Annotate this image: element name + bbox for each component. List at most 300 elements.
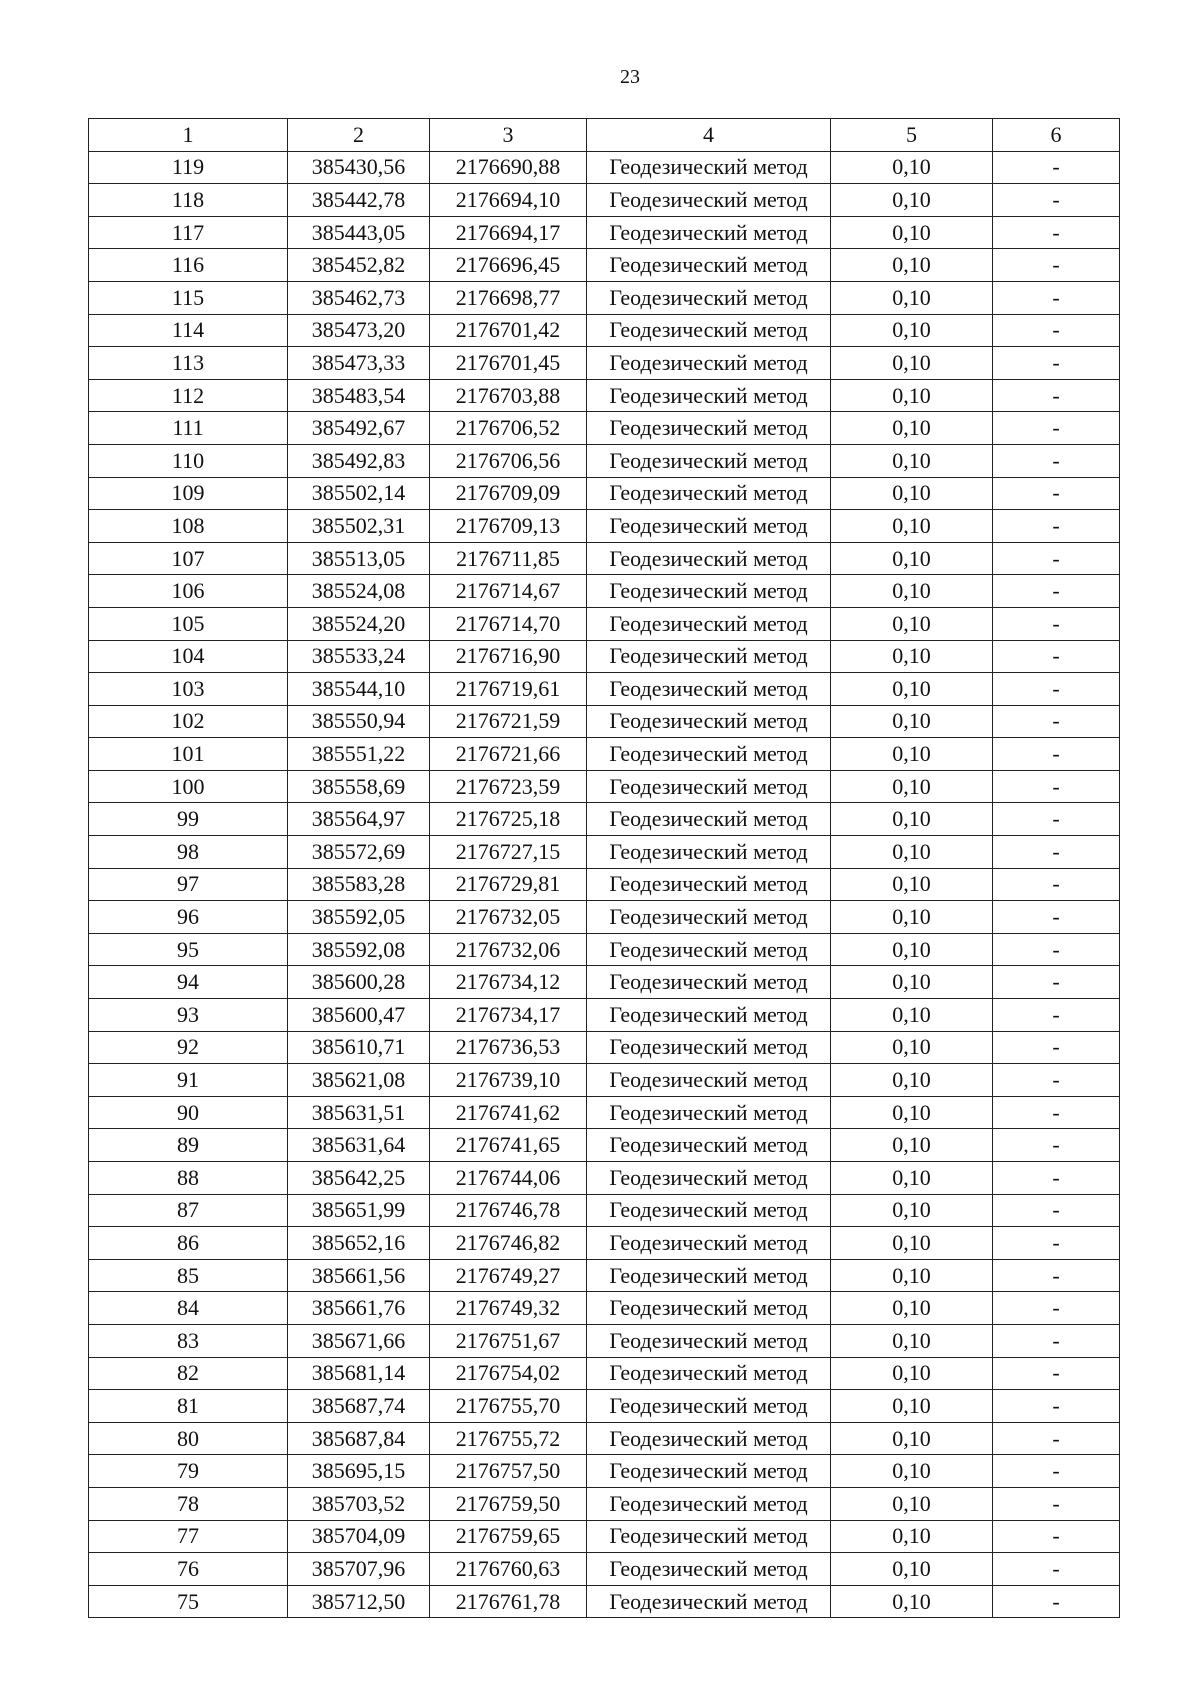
- point-number-cell: 93: [89, 999, 288, 1032]
- note-cell: -: [993, 1162, 1120, 1195]
- accuracy-cell: 0,10: [831, 705, 993, 738]
- accuracy-cell: 0,10: [831, 1259, 993, 1292]
- method-cell: Геодезический метод: [587, 1357, 831, 1390]
- note-cell: -: [993, 1031, 1120, 1064]
- x-coordinate-cell: 385695,15: [288, 1455, 430, 1488]
- y-coordinate-cell: 2176711,85: [430, 542, 587, 575]
- x-coordinate-cell: 385452,82: [288, 249, 430, 282]
- y-coordinate-cell: 2176741,62: [430, 1096, 587, 1129]
- method-cell: Геодезический метод: [587, 542, 831, 575]
- y-coordinate-cell: 2176749,27: [430, 1259, 587, 1292]
- x-coordinate-cell: 385652,16: [288, 1227, 430, 1260]
- y-coordinate-cell: 2176754,02: [430, 1357, 587, 1390]
- method-cell: Геодезический метод: [587, 1390, 831, 1423]
- method-cell: Геодезический метод: [587, 379, 831, 412]
- table-row: [89, 1031, 1120, 1064]
- y-coordinate-cell: 2176741,65: [430, 1129, 587, 1162]
- point-number-cell: 75: [89, 1585, 288, 1618]
- accuracy-cell: 0,10: [831, 999, 993, 1032]
- table-row: [89, 184, 1120, 217]
- x-coordinate-cell: 385502,31: [288, 510, 430, 543]
- y-coordinate-cell: 2176736,53: [430, 1031, 587, 1064]
- table-row: [89, 705, 1120, 738]
- x-coordinate-cell: 385621,08: [288, 1064, 430, 1097]
- point-number-cell: 98: [89, 836, 288, 869]
- point-number-cell: 76: [89, 1553, 288, 1586]
- table-row: [89, 738, 1120, 771]
- x-coordinate-cell: 385681,14: [288, 1357, 430, 1390]
- note-cell: -: [993, 673, 1120, 706]
- accuracy-cell: 0,10: [831, 1227, 993, 1260]
- method-cell: Геодезический метод: [587, 1031, 831, 1064]
- accuracy-cell: 0,10: [831, 1064, 993, 1097]
- table-row: [89, 1390, 1120, 1423]
- method-cell: Геодезический метод: [587, 477, 831, 510]
- y-coordinate-cell: 2176759,65: [430, 1520, 587, 1553]
- note-cell: -: [993, 1096, 1120, 1129]
- point-number-cell: 92: [89, 1031, 288, 1064]
- y-coordinate-cell: 2176698,77: [430, 281, 587, 314]
- accuracy-cell: 0,10: [831, 575, 993, 608]
- note-cell: -: [993, 216, 1120, 249]
- method-cell: Геодезический метод: [587, 412, 831, 445]
- x-coordinate-cell: 385443,05: [288, 216, 430, 249]
- point-number-cell: 82: [89, 1357, 288, 1390]
- table-row: [89, 216, 1120, 249]
- point-number-cell: 102: [89, 705, 288, 738]
- method-cell: Геодезический метод: [587, 966, 831, 999]
- point-number-cell: 113: [89, 347, 288, 380]
- method-cell: Геодезический метод: [587, 1194, 831, 1227]
- note-cell: -: [993, 966, 1120, 999]
- accuracy-cell: 0,10: [831, 281, 993, 314]
- accuracy-cell: 0,10: [831, 151, 993, 184]
- table-row: [89, 673, 1120, 706]
- x-coordinate-cell: 385661,56: [288, 1259, 430, 1292]
- x-coordinate-cell: 385483,54: [288, 379, 430, 412]
- method-cell: Геодезический метод: [587, 836, 831, 869]
- y-coordinate-cell: 2176732,05: [430, 901, 587, 934]
- method-cell: Геодезический метод: [587, 1585, 831, 1618]
- table-row: [89, 770, 1120, 803]
- note-cell: -: [993, 1520, 1120, 1553]
- note-cell: -: [993, 1585, 1120, 1618]
- method-cell: Геодезический метод: [587, 281, 831, 314]
- column-header-1: 1: [89, 119, 288, 152]
- accuracy-cell: 0,10: [831, 803, 993, 836]
- point-number-cell: 77: [89, 1520, 288, 1553]
- method-cell: Геодезический метод: [587, 575, 831, 608]
- method-cell: Геодезический метод: [587, 933, 831, 966]
- point-number-cell: 90: [89, 1096, 288, 1129]
- table-row: [89, 901, 1120, 934]
- table-row: [89, 868, 1120, 901]
- y-coordinate-cell: 2176703,88: [430, 379, 587, 412]
- table-row: [89, 444, 1120, 477]
- x-coordinate-cell: 385442,78: [288, 184, 430, 217]
- point-number-cell: 81: [89, 1390, 288, 1423]
- accuracy-cell: 0,10: [831, 673, 993, 706]
- y-coordinate-cell: 2176757,50: [430, 1455, 587, 1488]
- x-coordinate-cell: 385592,05: [288, 901, 430, 934]
- y-coordinate-cell: 2176727,15: [430, 836, 587, 869]
- accuracy-cell: 0,10: [831, 901, 993, 934]
- method-cell: Геодезический метод: [587, 216, 831, 249]
- table-row: [89, 314, 1120, 347]
- point-number-cell: 88: [89, 1162, 288, 1195]
- point-number-cell: 94: [89, 966, 288, 999]
- note-cell: -: [993, 575, 1120, 608]
- point-number-cell: 100: [89, 770, 288, 803]
- accuracy-cell: 0,10: [831, 640, 993, 673]
- point-number-cell: 118: [89, 184, 288, 217]
- x-coordinate-cell: 385524,20: [288, 607, 430, 640]
- point-number-cell: 105: [89, 607, 288, 640]
- point-number-cell: 117: [89, 216, 288, 249]
- x-coordinate-cell: 385558,69: [288, 770, 430, 803]
- accuracy-cell: 0,10: [831, 347, 993, 380]
- method-cell: Геодезический метод: [587, 1520, 831, 1553]
- point-number-cell: 95: [89, 933, 288, 966]
- table-row: [89, 281, 1120, 314]
- y-coordinate-cell: 2176709,13: [430, 510, 587, 543]
- point-number-cell: 86: [89, 1227, 288, 1260]
- x-coordinate-cell: 385564,97: [288, 803, 430, 836]
- column-header-6: 6: [993, 119, 1120, 152]
- table-body: [89, 151, 1120, 1618]
- table-row: [89, 1292, 1120, 1325]
- x-coordinate-cell: 385544,10: [288, 673, 430, 706]
- table-row: [89, 347, 1120, 380]
- x-coordinate-cell: 385492,67: [288, 412, 430, 445]
- coordinates-table: [88, 118, 1120, 1618]
- method-cell: Геодезический метод: [587, 249, 831, 282]
- note-cell: -: [993, 477, 1120, 510]
- x-coordinate-cell: 385631,64: [288, 1129, 430, 1162]
- x-coordinate-cell: 385712,50: [288, 1585, 430, 1618]
- note-cell: -: [993, 1129, 1120, 1162]
- y-coordinate-cell: 2176716,90: [430, 640, 587, 673]
- method-cell: Геодезический метод: [587, 1064, 831, 1097]
- x-coordinate-cell: 385687,84: [288, 1422, 430, 1455]
- note-cell: -: [993, 1553, 1120, 1586]
- accuracy-cell: 0,10: [831, 1162, 993, 1195]
- y-coordinate-cell: 2176714,70: [430, 607, 587, 640]
- point-number-cell: 80: [89, 1422, 288, 1455]
- method-cell: Геодезический метод: [587, 803, 831, 836]
- note-cell: -: [993, 379, 1120, 412]
- note-cell: -: [993, 1227, 1120, 1260]
- x-coordinate-cell: 385572,69: [288, 836, 430, 869]
- x-coordinate-cell: 385651,99: [288, 1194, 430, 1227]
- accuracy-cell: 0,10: [831, 1487, 993, 1520]
- accuracy-cell: 0,10: [831, 836, 993, 869]
- x-coordinate-cell: 385533,24: [288, 640, 430, 673]
- table-header: [89, 119, 1120, 152]
- y-coordinate-cell: 2176732,06: [430, 933, 587, 966]
- page-number: 23: [620, 66, 640, 88]
- x-coordinate-cell: 385473,33: [288, 347, 430, 380]
- table-row: [89, 803, 1120, 836]
- note-cell: -: [993, 868, 1120, 901]
- note-cell: -: [993, 281, 1120, 314]
- x-coordinate-cell: 385631,51: [288, 1096, 430, 1129]
- accuracy-cell: 0,10: [831, 1585, 993, 1618]
- table-row: [89, 933, 1120, 966]
- accuracy-cell: 0,10: [831, 933, 993, 966]
- y-coordinate-cell: 2176725,18: [430, 803, 587, 836]
- point-number-cell: 96: [89, 901, 288, 934]
- note-cell: -: [993, 738, 1120, 771]
- note-cell: -: [993, 1390, 1120, 1423]
- note-cell: -: [993, 249, 1120, 282]
- header-row: [89, 119, 1120, 152]
- accuracy-cell: 0,10: [831, 1096, 993, 1129]
- method-cell: Геодезический метод: [587, 1455, 831, 1488]
- method-cell: Геодезический метод: [587, 444, 831, 477]
- table-row: [89, 1162, 1120, 1195]
- y-coordinate-cell: 2176694,10: [430, 184, 587, 217]
- x-coordinate-cell: 385550,94: [288, 705, 430, 738]
- method-cell: Геодезический метод: [587, 640, 831, 673]
- note-cell: -: [993, 444, 1120, 477]
- y-coordinate-cell: 2176729,81: [430, 868, 587, 901]
- point-number-cell: 78: [89, 1487, 288, 1520]
- y-coordinate-cell: 2176723,59: [430, 770, 587, 803]
- method-cell: Геодезический метод: [587, 314, 831, 347]
- point-number-cell: 84: [89, 1292, 288, 1325]
- note-cell: -: [993, 1357, 1120, 1390]
- column-header-5: 5: [831, 119, 993, 152]
- method-cell: Геодезический метод: [587, 868, 831, 901]
- point-number-cell: 107: [89, 542, 288, 575]
- accuracy-cell: 0,10: [831, 868, 993, 901]
- table-row: [89, 1324, 1120, 1357]
- x-coordinate-cell: 385703,52: [288, 1487, 430, 1520]
- note-cell: -: [993, 803, 1120, 836]
- accuracy-cell: 0,10: [831, 607, 993, 640]
- method-cell: Геодезический метод: [587, 1259, 831, 1292]
- point-number-cell: 91: [89, 1064, 288, 1097]
- table-row: [89, 1357, 1120, 1390]
- accuracy-cell: 0,10: [831, 1324, 993, 1357]
- method-cell: Геодезический метод: [587, 1422, 831, 1455]
- y-coordinate-cell: 2176744,06: [430, 1162, 587, 1195]
- table-row: [89, 640, 1120, 673]
- table-row: [89, 1129, 1120, 1162]
- note-cell: -: [993, 347, 1120, 380]
- table-row: [89, 477, 1120, 510]
- method-cell: Геодезический метод: [587, 999, 831, 1032]
- point-number-cell: 108: [89, 510, 288, 543]
- note-cell: -: [993, 151, 1120, 184]
- y-coordinate-cell: 2176696,45: [430, 249, 587, 282]
- y-coordinate-cell: 2176751,67: [430, 1324, 587, 1357]
- x-coordinate-cell: 385583,28: [288, 868, 430, 901]
- method-cell: Геодезический метод: [587, 1487, 831, 1520]
- point-number-cell: 89: [89, 1129, 288, 1162]
- y-coordinate-cell: 2176709,09: [430, 477, 587, 510]
- note-cell: -: [993, 901, 1120, 934]
- x-coordinate-cell: 385524,08: [288, 575, 430, 608]
- y-coordinate-cell: 2176761,78: [430, 1585, 587, 1618]
- note-cell: -: [993, 933, 1120, 966]
- note-cell: -: [993, 1324, 1120, 1357]
- point-number-cell: 97: [89, 868, 288, 901]
- x-coordinate-cell: 385707,96: [288, 1553, 430, 1586]
- accuracy-cell: 0,10: [831, 184, 993, 217]
- note-cell: -: [993, 836, 1120, 869]
- y-coordinate-cell: 2176706,52: [430, 412, 587, 445]
- table-row: [89, 542, 1120, 575]
- table-row: [89, 836, 1120, 869]
- table-row: [89, 510, 1120, 543]
- accuracy-cell: 0,10: [831, 1553, 993, 1586]
- accuracy-cell: 0,10: [831, 314, 993, 347]
- table-row: [89, 607, 1120, 640]
- accuracy-cell: 0,10: [831, 1422, 993, 1455]
- y-coordinate-cell: 2176734,12: [430, 966, 587, 999]
- accuracy-cell: 0,10: [831, 770, 993, 803]
- y-coordinate-cell: 2176721,59: [430, 705, 587, 738]
- y-coordinate-cell: 2176690,88: [430, 151, 587, 184]
- accuracy-cell: 0,10: [831, 510, 993, 543]
- x-coordinate-cell: 385551,22: [288, 738, 430, 771]
- x-coordinate-cell: 385462,73: [288, 281, 430, 314]
- table-row: [89, 966, 1120, 999]
- method-cell: Геодезический метод: [587, 1324, 831, 1357]
- accuracy-cell: 0,10: [831, 1194, 993, 1227]
- note-cell: -: [993, 1422, 1120, 1455]
- accuracy-cell: 0,10: [831, 1455, 993, 1488]
- accuracy-cell: 0,10: [831, 444, 993, 477]
- x-coordinate-cell: 385473,20: [288, 314, 430, 347]
- accuracy-cell: 0,10: [831, 379, 993, 412]
- table-row: [89, 1553, 1120, 1586]
- x-coordinate-cell: 385704,09: [288, 1520, 430, 1553]
- accuracy-cell: 0,10: [831, 738, 993, 771]
- note-cell: -: [993, 705, 1120, 738]
- point-number-cell: 112: [89, 379, 288, 412]
- y-coordinate-cell: 2176706,56: [430, 444, 587, 477]
- table-row: [89, 1259, 1120, 1292]
- x-coordinate-cell: 385492,83: [288, 444, 430, 477]
- y-coordinate-cell: 2176701,45: [430, 347, 587, 380]
- accuracy-cell: 0,10: [831, 542, 993, 575]
- accuracy-cell: 0,10: [831, 1520, 993, 1553]
- point-number-cell: 79: [89, 1455, 288, 1488]
- method-cell: Геодезический метод: [587, 347, 831, 380]
- method-cell: Геодезический метод: [587, 738, 831, 771]
- method-cell: Геодезический метод: [587, 901, 831, 934]
- table-row: [89, 412, 1120, 445]
- method-cell: Геодезический метод: [587, 1227, 831, 1260]
- method-cell: Геодезический метод: [587, 705, 831, 738]
- table-row: [89, 1064, 1120, 1097]
- accuracy-cell: 0,10: [831, 1357, 993, 1390]
- table-row: [89, 1194, 1120, 1227]
- y-coordinate-cell: 2176719,61: [430, 673, 587, 706]
- point-number-cell: 115: [89, 281, 288, 314]
- note-cell: -: [993, 1194, 1120, 1227]
- point-number-cell: 103: [89, 673, 288, 706]
- table-row: [89, 1455, 1120, 1488]
- note-cell: -: [993, 640, 1120, 673]
- point-number-cell: 110: [89, 444, 288, 477]
- x-coordinate-cell: 385430,56: [288, 151, 430, 184]
- table-row: [89, 575, 1120, 608]
- point-number-cell: 114: [89, 314, 288, 347]
- table-row: [89, 1096, 1120, 1129]
- note-cell: -: [993, 607, 1120, 640]
- y-coordinate-cell: 2176694,17: [430, 216, 587, 249]
- note-cell: -: [993, 999, 1120, 1032]
- table-row: [89, 1487, 1120, 1520]
- point-number-cell: 83: [89, 1324, 288, 1357]
- y-coordinate-cell: 2176721,66: [430, 738, 587, 771]
- accuracy-cell: 0,10: [831, 249, 993, 282]
- y-coordinate-cell: 2176714,67: [430, 575, 587, 608]
- point-number-cell: 119: [89, 151, 288, 184]
- x-coordinate-cell: 385592,08: [288, 933, 430, 966]
- accuracy-cell: 0,10: [831, 412, 993, 445]
- method-cell: Геодезический метод: [587, 1096, 831, 1129]
- y-coordinate-cell: 2176746,78: [430, 1194, 587, 1227]
- method-cell: Геодезический метод: [587, 607, 831, 640]
- table-row: [89, 1585, 1120, 1618]
- x-coordinate-cell: 385642,25: [288, 1162, 430, 1195]
- table-row: [89, 1227, 1120, 1260]
- accuracy-cell: 0,10: [831, 1031, 993, 1064]
- point-number-cell: 101: [89, 738, 288, 771]
- method-cell: Геодезический метод: [587, 770, 831, 803]
- accuracy-cell: 0,10: [831, 1390, 993, 1423]
- method-cell: Геодезический метод: [587, 1553, 831, 1586]
- point-number-cell: 109: [89, 477, 288, 510]
- point-number-cell: 111: [89, 412, 288, 445]
- accuracy-cell: 0,10: [831, 477, 993, 510]
- point-number-cell: 85: [89, 1259, 288, 1292]
- x-coordinate-cell: 385513,05: [288, 542, 430, 575]
- table-row: [89, 379, 1120, 412]
- x-coordinate-cell: 385671,66: [288, 1324, 430, 1357]
- x-coordinate-cell: 385600,28: [288, 966, 430, 999]
- method-cell: Геодезический метод: [587, 1162, 831, 1195]
- accuracy-cell: 0,10: [831, 1292, 993, 1325]
- table-row: [89, 999, 1120, 1032]
- y-coordinate-cell: 2176701,42: [430, 314, 587, 347]
- y-coordinate-cell: 2176746,82: [430, 1227, 587, 1260]
- y-coordinate-cell: 2176755,70: [430, 1390, 587, 1423]
- method-cell: Геодезический метод: [587, 673, 831, 706]
- note-cell: -: [993, 1292, 1120, 1325]
- note-cell: -: [993, 314, 1120, 347]
- method-cell: Геодезический метод: [587, 510, 831, 543]
- point-number-cell: 104: [89, 640, 288, 673]
- note-cell: -: [993, 1259, 1120, 1292]
- table-row: [89, 1422, 1120, 1455]
- table-row: [89, 151, 1120, 184]
- x-coordinate-cell: 385661,76: [288, 1292, 430, 1325]
- x-coordinate-cell: 385687,74: [288, 1390, 430, 1423]
- point-number-cell: 116: [89, 249, 288, 282]
- note-cell: -: [993, 510, 1120, 543]
- y-coordinate-cell: 2176759,50: [430, 1487, 587, 1520]
- note-cell: -: [993, 412, 1120, 445]
- point-number-cell: 87: [89, 1194, 288, 1227]
- accuracy-cell: 0,10: [831, 966, 993, 999]
- method-cell: Геодезический метод: [587, 151, 831, 184]
